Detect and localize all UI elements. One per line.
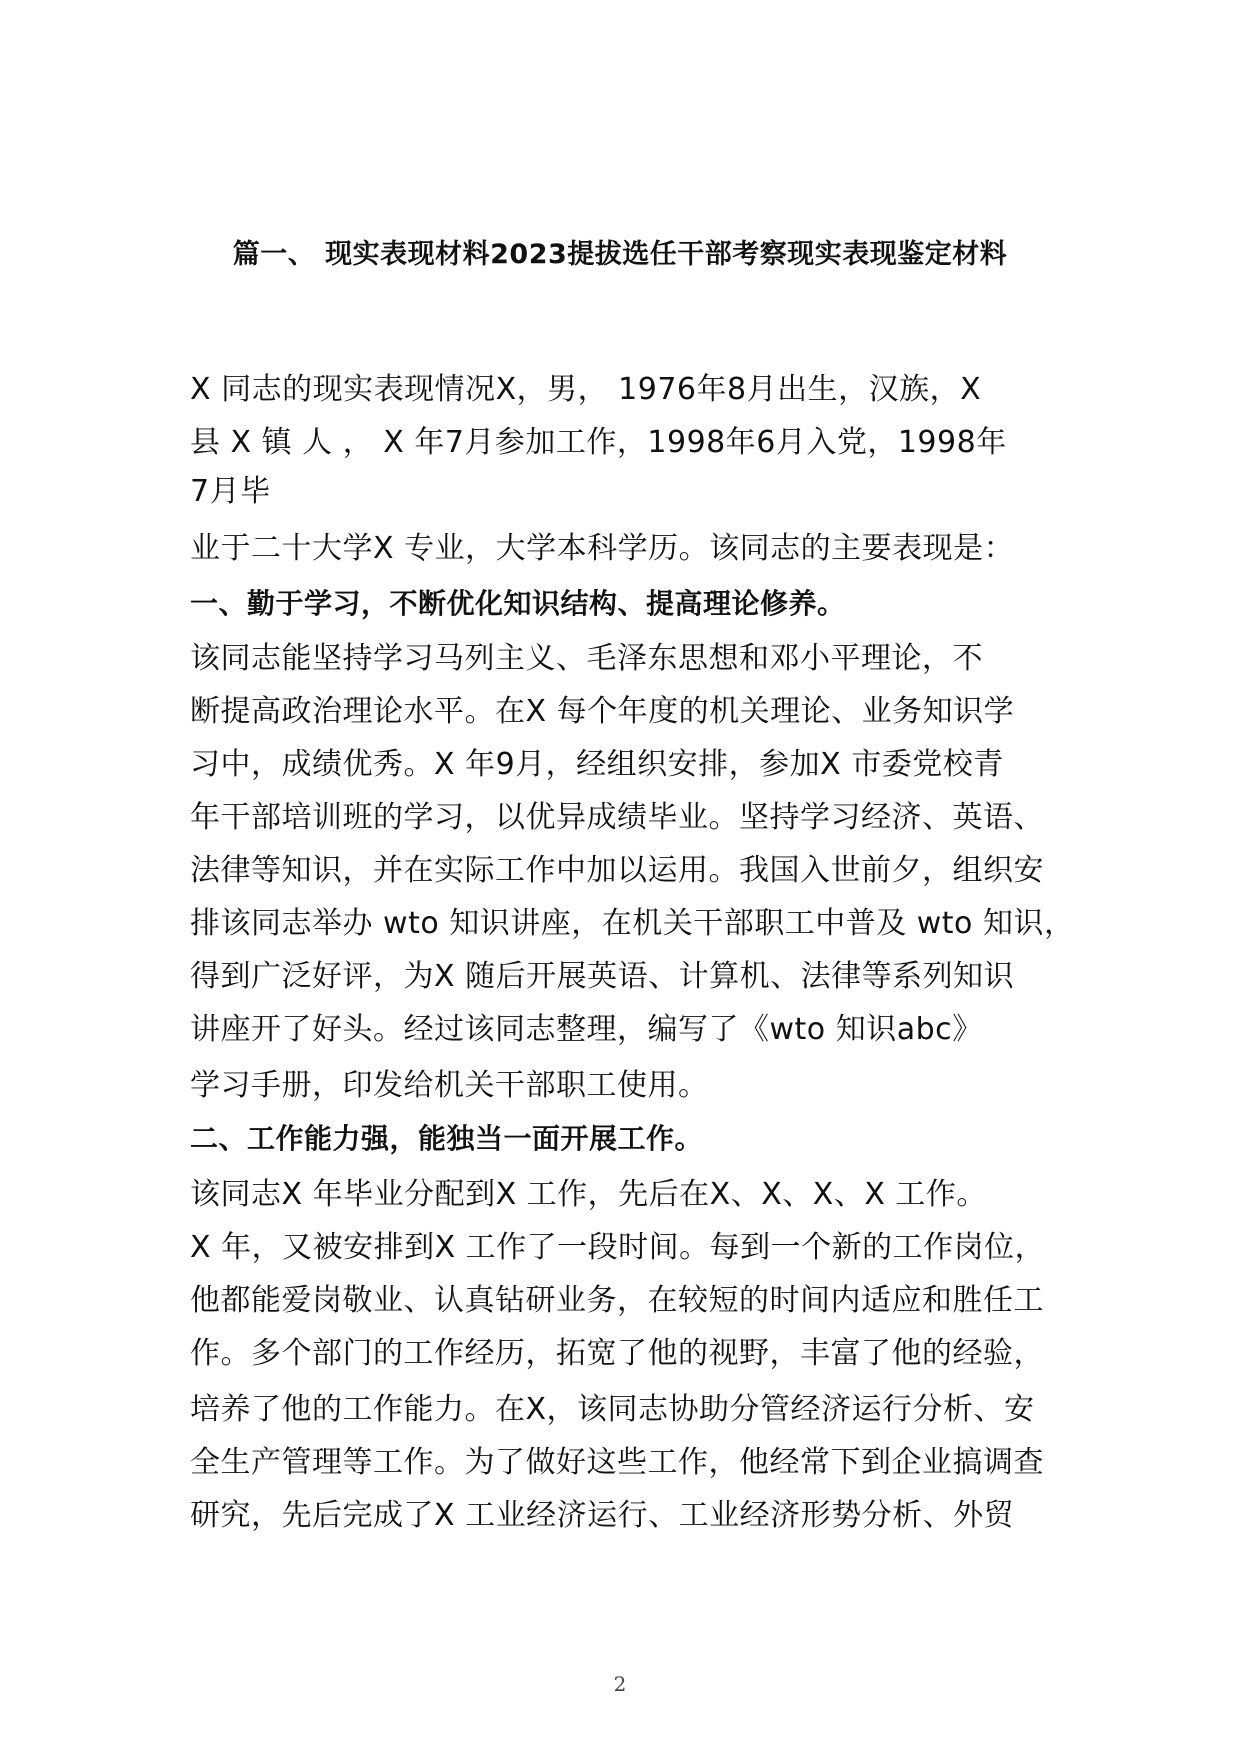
body-line: 全生产管理等工作。为了做好这些工作，他经常下到企业搞调查 xyxy=(190,1445,1044,1480)
page-number: 2 xyxy=(613,1672,627,1696)
body-line: 法律等知识，并在实际工作中加以运用。我国入世前夕，组织安 xyxy=(190,853,1044,888)
body-line: 研究，先后完成了X 工业经济运行、工业经济形势分析、外贸 xyxy=(190,1498,1015,1533)
body-line: 该同志能坚持学习马列主义、毛泽东思想和邓小平理论，不 xyxy=(190,641,983,676)
body-line: 该同志X 年毕业分配到X 工作，先后在X、X、X、X 工作。 xyxy=(190,1177,987,1212)
body-line: 排该同志举办 wto 知识讲座，在机关干部职工中普及 wto 知识， xyxy=(190,906,1075,941)
body-line: 讲座开了好头。经过该同志整理，编写了《wto 知识abc》 xyxy=(190,1012,983,1047)
body-line: 培养了他的工作能力。在X，该同志协助分管经济运行分析、安 xyxy=(190,1392,1035,1427)
section-heading: 二、工作能力强，能独当一面开展工作。 xyxy=(190,1122,704,1155)
body-line: 得到广泛好评，为X 随后开展英语、计算机、法律等系列知识 xyxy=(190,959,1015,994)
body-line: 业于二十大学X 专业，大学本科学历。该同志的主要表现是： xyxy=(190,531,1015,566)
section-heading: 一、勤于学习，不断优化知识结构、提高理论修养。 xyxy=(190,587,846,620)
body-line: 年干部培训班的学习，以优异成绩毕业。坚持学习经济、英语、 xyxy=(190,800,1044,835)
body-line: 他都能爱岗敬业、认真钻研业务，在较短的时间内适应和胜任工 xyxy=(190,1283,1044,1318)
document-title: 篇一、 现实表现材料2023提拔选任干部考察现实表现鉴定材料 xyxy=(232,239,1008,270)
body-line: X 同志的现实表现情况X，男， 1976年8月出生，汉族，X xyxy=(190,372,982,407)
body-line: 作。多个部门的工作经历，拓宽了他的视野，丰富了他的经验， xyxy=(190,1336,1044,1371)
body-line: 习中，成绩优秀。X 年9月，经组织安排，参加X 市委党校青 xyxy=(190,747,1004,782)
body-line: 7月毕 xyxy=(190,474,271,509)
body-line: X 年，又被安排到X 工作了一段时间。每到一个新的工作岗位， xyxy=(190,1230,1046,1265)
body-line: 县 X 镇 人 ， X 年7月参加工作，1998年6月入党，1998年 xyxy=(190,425,1007,460)
body-line: 断提高政治理论水平。在X 每个年度的机关理论、业务知识学 xyxy=(190,694,1015,729)
body-line: 学习手册，印发给机关干部职工使用。 xyxy=(190,1068,709,1103)
